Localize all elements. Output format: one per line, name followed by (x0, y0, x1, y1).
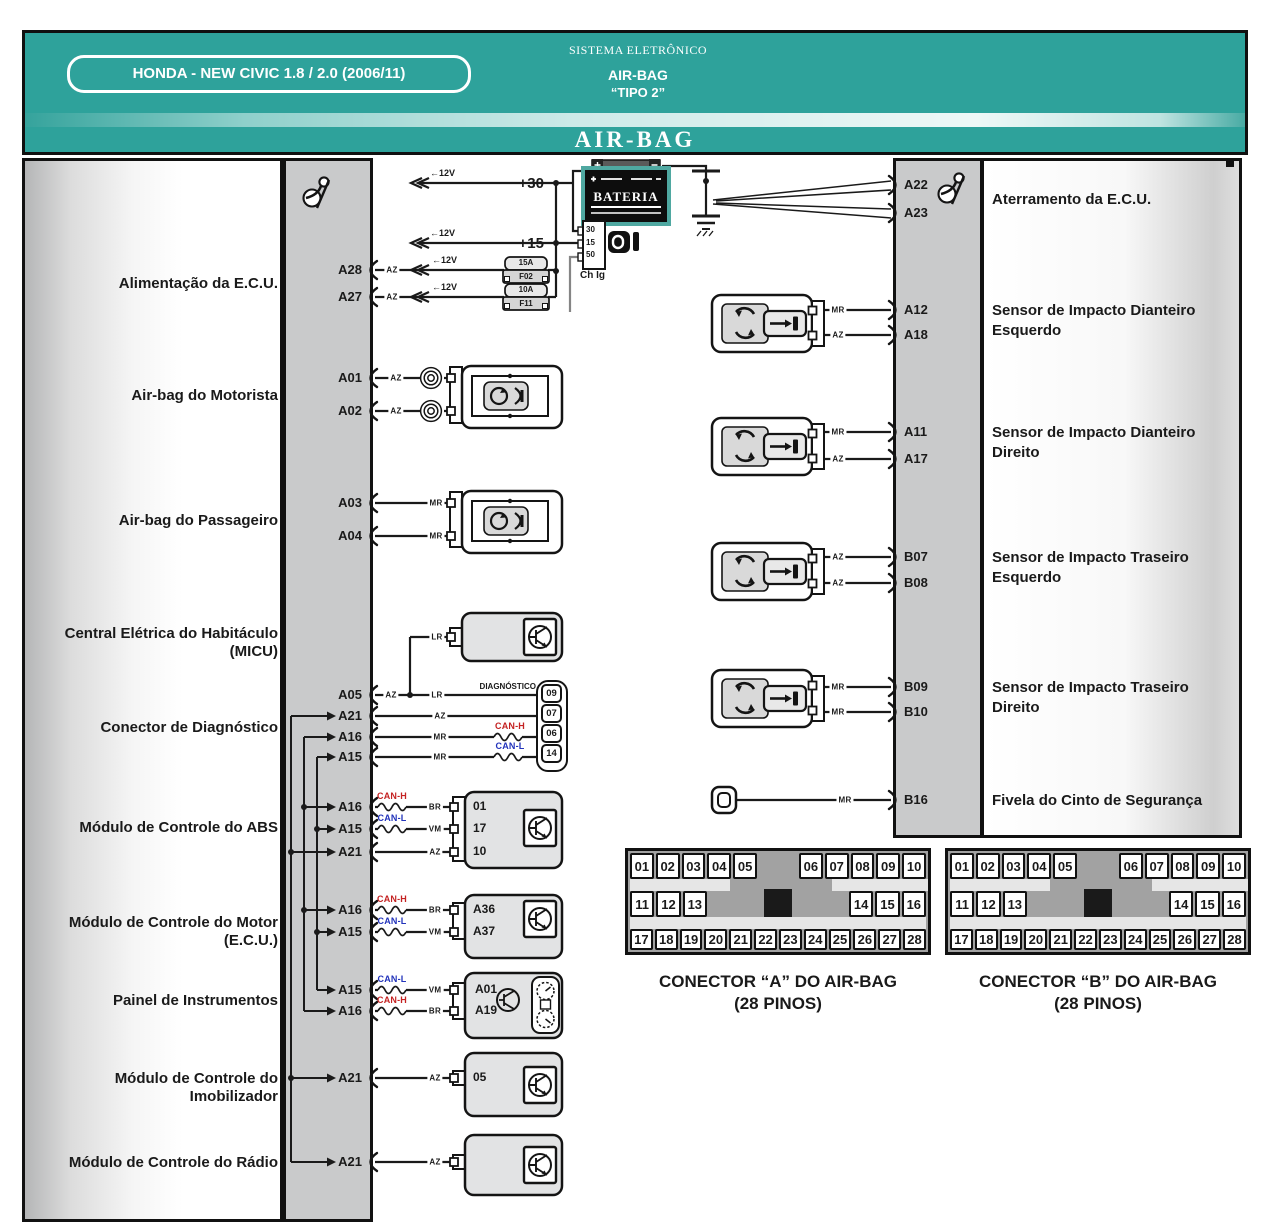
key-icon (608, 231, 639, 253)
can-l-label: CAN-L (377, 916, 407, 926)
engine-ecu-module (450, 895, 562, 958)
label-sensor-rr-2: Direito (992, 699, 1040, 716)
label-sensor-rl-1: Sensor de Impacto Traseiro (992, 549, 1189, 566)
wire-code: BR (428, 905, 442, 915)
wire-code: MR (838, 795, 852, 805)
label-micu-1: Central Elétrica do Habitáculo (64, 625, 278, 642)
system-type: “TIPO 2” (610, 85, 666, 100)
pin-cell: 17 (950, 929, 973, 950)
label-sensor-rr-1: Sensor de Impacto Traseiro (992, 679, 1189, 696)
wire-code: AZ (832, 578, 844, 588)
pin-a12: A12 (904, 302, 928, 317)
grid-stripe (950, 917, 1246, 929)
fuse1-amps: 15A (518, 258, 534, 267)
wire-code: AZ (386, 265, 398, 275)
connector-b-subtitle: (28 PINOS) (1054, 994, 1142, 1013)
pin-cell: 04 (1027, 853, 1051, 879)
pin-b16: B16 (904, 792, 928, 807)
wire-code: BR (428, 1006, 442, 1016)
seatbelt-buckle-icon (712, 787, 736, 813)
label-sensor-fl-1: Sensor de Impacto Dianteiro (992, 302, 1196, 319)
label-alimentacao: Alimentação da E.C.U. (118, 275, 278, 292)
grid-stripe (1152, 879, 1248, 891)
painel-pin-a01: A01 (475, 982, 498, 996)
wire-code: MR (831, 707, 845, 717)
pin-cell: 12 (656, 891, 680, 917)
pin-cell: 27 (1198, 929, 1221, 950)
pin-cell: 06 (1119, 853, 1143, 879)
pin-cell: 15 (875, 891, 899, 917)
pin-a21-imob: A21 (338, 1070, 362, 1085)
wire-code: AZ (832, 330, 844, 340)
pin-cell: 13 (1003, 891, 1027, 917)
impact-sensor-rear-right (712, 670, 824, 727)
pin-b08: B08 (904, 575, 928, 590)
label-abs: Módulo de Controle do ABS (79, 819, 278, 836)
pin-cell: 15 (1195, 891, 1219, 917)
battery-label: BATERIA (593, 189, 659, 204)
transistor-icon (524, 1147, 556, 1183)
wire-code: VM (428, 824, 442, 834)
grid-stripe (832, 879, 928, 891)
pin-a28: A28 (338, 262, 362, 277)
diagnostic-label: DIAGNÓSTICO (479, 682, 536, 691)
pin-b07: B07 (904, 549, 928, 564)
ignition-pin: 30 (586, 225, 595, 234)
can-h-label: CAN-H (377, 995, 407, 1005)
can-l-label: CAN-L (377, 813, 407, 823)
pin-cell: 11 (950, 891, 974, 917)
wire-code: MR (429, 531, 443, 541)
pin-a18: A18 (904, 327, 928, 342)
right-pin-brackets (889, 176, 896, 809)
can-l-label: CAN-L (377, 974, 407, 984)
pin-cell: 05 (1053, 853, 1077, 879)
gauge-cluster-icon (532, 977, 559, 1033)
pin-a16-diag: A16 (338, 729, 362, 744)
squib-icon (484, 507, 528, 535)
can-h-label: CAN-H (377, 894, 407, 904)
label-fivela: Fivela do Cinto de Segurança (992, 792, 1203, 809)
clockspring-coil-icon (421, 368, 442, 389)
wire-code: AZ (832, 552, 844, 562)
impact-sensor-front-right (712, 418, 824, 475)
label-micu-2: (MICU) (229, 643, 278, 660)
pin-cell: 21 (1049, 929, 1072, 950)
pin-cell: 01 (630, 853, 654, 879)
passenger-airbag-module (447, 491, 562, 553)
impact-sensor-rear-left (712, 543, 824, 600)
v12-label: ←12V (432, 255, 458, 265)
pin-a11: A11 (904, 424, 928, 439)
pin-a15-motor: A15 (338, 924, 362, 939)
wire-code: AZ (429, 1073, 441, 1083)
pin-cell: 04 (707, 853, 731, 879)
grid-key-block (764, 889, 792, 917)
pin-cell: 19 (1000, 929, 1023, 950)
motor-pin-a36: A36 (473, 902, 496, 916)
pin-cell: 09 (876, 853, 900, 879)
pin-cell: 16 (1222, 891, 1246, 917)
pin-cell: 16 (902, 891, 926, 917)
transistor-icon (524, 901, 556, 937)
pin-cell: 28 (1223, 929, 1246, 950)
wire-code: VM (428, 985, 442, 995)
pin-cell: 13 (683, 891, 707, 917)
system-label: SISTEMA ELETRÔNICO (569, 43, 707, 57)
label-motor-2: (E.C.U.) (223, 932, 278, 949)
pin-cell: 26 (1173, 929, 1196, 950)
driver-airbag-module (447, 366, 562, 428)
ignition-label: Ch Ig (580, 270, 605, 281)
pin-cell: 02 (656, 853, 680, 879)
pin-a22: A22 (904, 177, 928, 192)
pin-a15-abs: A15 (338, 821, 362, 836)
wire-code: AZ (390, 373, 402, 383)
fuse1-id: F02 (519, 271, 533, 281)
wire-code: MR (429, 498, 443, 508)
wire-code: MR (433, 752, 447, 762)
ground-symbol (697, 231, 713, 236)
label-sensor-fr-1: Sensor de Impacto Dianteiro (992, 424, 1196, 441)
pin-a16-painel: A16 (338, 1003, 362, 1018)
pin-cell: 07 (1145, 853, 1169, 879)
ignition-pin: 15 (586, 237, 595, 247)
wire-code: LR (431, 690, 443, 700)
abs-pin-01: 01 (473, 799, 487, 813)
label-imobilizador-1: Módulo de Controle do (114, 1070, 278, 1087)
pin-a15-diag: A15 (338, 749, 362, 764)
painel-pin-a19: A19 (475, 1003, 498, 1017)
pin-cell: 25 (1149, 929, 1172, 950)
left-bus-arrowheads (327, 712, 336, 1167)
left-bus-lines (291, 716, 327, 1162)
banner-title: AIR-BAG (574, 127, 696, 152)
airbag-icon (304, 177, 330, 208)
wire-code: AZ (429, 1157, 441, 1167)
grid-stripe (630, 879, 730, 891)
pin-cell: 12 (976, 891, 1000, 917)
wire-code: BR (428, 802, 442, 812)
diagnostic-pin: 14 (541, 744, 562, 763)
v12-label: ←12V (432, 282, 458, 292)
wire-code: MR (831, 427, 845, 437)
micu-module (447, 613, 562, 661)
pin-cell: 14 (849, 891, 873, 917)
label-airbag-motorista: Air-bag do Motorista (131, 387, 278, 404)
label-aterramento: Aterramento da E.C.U. (992, 191, 1152, 208)
plus30-label: +30 (518, 175, 544, 192)
diagnostic-pin-stack (541, 684, 562, 763)
v12-label: ←12V (430, 228, 456, 238)
grid-stripe (950, 879, 1050, 891)
label-imobilizador-2: Imobilizador (189, 1088, 278, 1105)
wire-code: AZ (385, 690, 397, 700)
pin-a05: A05 (338, 687, 362, 702)
ignition-pin: 50 (586, 250, 595, 259)
pin-cell: 14 (1169, 891, 1193, 917)
transistor-icon (524, 1067, 556, 1103)
pin-cell: 24 (804, 929, 827, 950)
pin-cell: 07 (825, 853, 849, 879)
wire-code: VM (428, 927, 442, 937)
pin-cell: 19 (680, 929, 703, 950)
pin-cell: 10 (1222, 853, 1246, 879)
pin-a21-abs: A21 (338, 844, 362, 859)
wire-code: MR (831, 682, 845, 692)
pin-a15-painel: A15 (338, 982, 362, 997)
pin-cell: 28 (903, 929, 926, 950)
fuse2-amps: 10A (518, 285, 534, 294)
label-airbag-passageiro: Air-bag do Passageiro (118, 512, 278, 529)
pin-cell: 09 (1196, 853, 1220, 879)
pin-cell: 20 (1024, 929, 1047, 950)
label-sensor-rl-2: Esquerdo (992, 569, 1062, 586)
connector-a-subtitle: (28 PINOS) (734, 994, 822, 1013)
pin-a17: A17 (904, 451, 928, 466)
label-radio: Módulo de Controle do Rádio (68, 1154, 278, 1171)
pin-b09: B09 (904, 679, 928, 694)
v12-label: ←12V (430, 168, 456, 178)
pin-cell: 10 (902, 853, 926, 879)
pin-cell: 23 (779, 929, 802, 950)
pin-cell: 20 (704, 929, 727, 950)
pin-b10: B10 (904, 704, 928, 719)
system-name: AIR-BAG (608, 67, 668, 83)
transistor-icon (524, 619, 556, 655)
impact-sensor-front-left (712, 295, 824, 352)
diagnostic-pin: 07 (541, 704, 562, 723)
instrument-cluster-module (450, 973, 562, 1038)
ignition-pin-list (586, 225, 595, 259)
pin-cell: 27 (878, 929, 901, 950)
connector-b-title: CONECTOR “B” DO AIR-BAG (979, 972, 1217, 991)
arrow-12v-markers (411, 178, 429, 302)
can-l-label: CAN-L (495, 741, 525, 751)
pin-cell: 18 (655, 929, 678, 950)
pin-cell: 02 (976, 853, 1000, 879)
grid-key-block (1084, 889, 1112, 917)
vehicle-badge: HONDA - NEW CIVIC 1.8 / 2.0 (2006/11) (67, 55, 471, 93)
diagnostic-pin: 09 (541, 684, 562, 703)
wire-code: AZ (832, 454, 844, 464)
wire-code: AZ (429, 847, 441, 857)
pin-cell: 03 (682, 853, 706, 879)
label-sensor-fr-2: Direito (992, 444, 1040, 461)
pin-a04: A04 (338, 528, 362, 543)
immobilizer-module (450, 1053, 562, 1116)
squib-icon (484, 382, 528, 410)
imob-pin-05: 05 (473, 1070, 487, 1084)
wire-code: MR (433, 732, 447, 742)
wire-code: AZ (434, 711, 446, 721)
pin-cell: 23 (1099, 929, 1122, 950)
wire-code: MR (831, 305, 845, 315)
pin-cell: 03 (1002, 853, 1026, 879)
plus15-label: +15 (518, 235, 544, 252)
pin-a27: A27 (338, 289, 362, 304)
label-diagnostico: Conector de Diagnóstico (100, 719, 278, 736)
radio-module (450, 1135, 562, 1195)
connector-b-grid (945, 848, 1251, 955)
pin-a23: A23 (904, 205, 928, 220)
pin-cell: 17 (630, 929, 653, 950)
label-painel: Painel de Instrumentos (112, 992, 278, 1009)
motor-pin-a37: A37 (473, 924, 496, 938)
pin-a21-diag: A21 (338, 708, 362, 723)
fuse2-id: F11 (519, 298, 533, 308)
pin-a02: A02 (338, 403, 362, 418)
wire-code: AZ (386, 292, 398, 302)
grid-stripe (630, 917, 926, 929)
pin-cell: 05 (733, 853, 757, 879)
abs-pin-10: 10 (473, 844, 487, 858)
pin-a21-radio: A21 (338, 1154, 362, 1169)
pin-a16-motor: A16 (338, 902, 362, 917)
pin-cell: 26 (853, 929, 876, 950)
abs-module (450, 792, 562, 868)
label-motor-1: Módulo de Controle do Motor (68, 914, 278, 931)
pin-cell: 18 (975, 929, 998, 950)
pin-cell: 11 (630, 891, 654, 917)
pin-cell: 01 (950, 853, 974, 879)
wire-code: LR (431, 632, 443, 642)
pin-a01: A01 (338, 370, 362, 385)
wire-code: AZ (390, 406, 402, 416)
pin-cell: 22 (1074, 929, 1097, 950)
clockspring-coil-icon (421, 401, 442, 422)
pin-cell: 22 (754, 929, 777, 950)
pin-cell: 06 (799, 853, 823, 879)
connector-a-title: CONECTOR “A” DO AIR-BAG (659, 972, 897, 991)
can-h-label: CAN-H (495, 721, 525, 731)
diagnostic-pin: 06 (541, 724, 562, 743)
pin-a16-abs: A16 (338, 799, 362, 814)
pin-cell: 08 (1171, 853, 1195, 879)
pin-a03: A03 (338, 495, 362, 510)
connector-a-grid (625, 848, 931, 955)
abs-pin-17: 17 (473, 821, 487, 835)
pin-cell: 08 (851, 853, 875, 879)
pin-cell: 25 (829, 929, 852, 950)
can-h-label: CAN-H (377, 791, 407, 801)
pin-cell: 24 (1124, 929, 1147, 950)
label-sensor-fl-2: Esquerdo (992, 322, 1062, 339)
transistor-icon (524, 810, 556, 846)
pin-cell: 21 (729, 929, 752, 950)
